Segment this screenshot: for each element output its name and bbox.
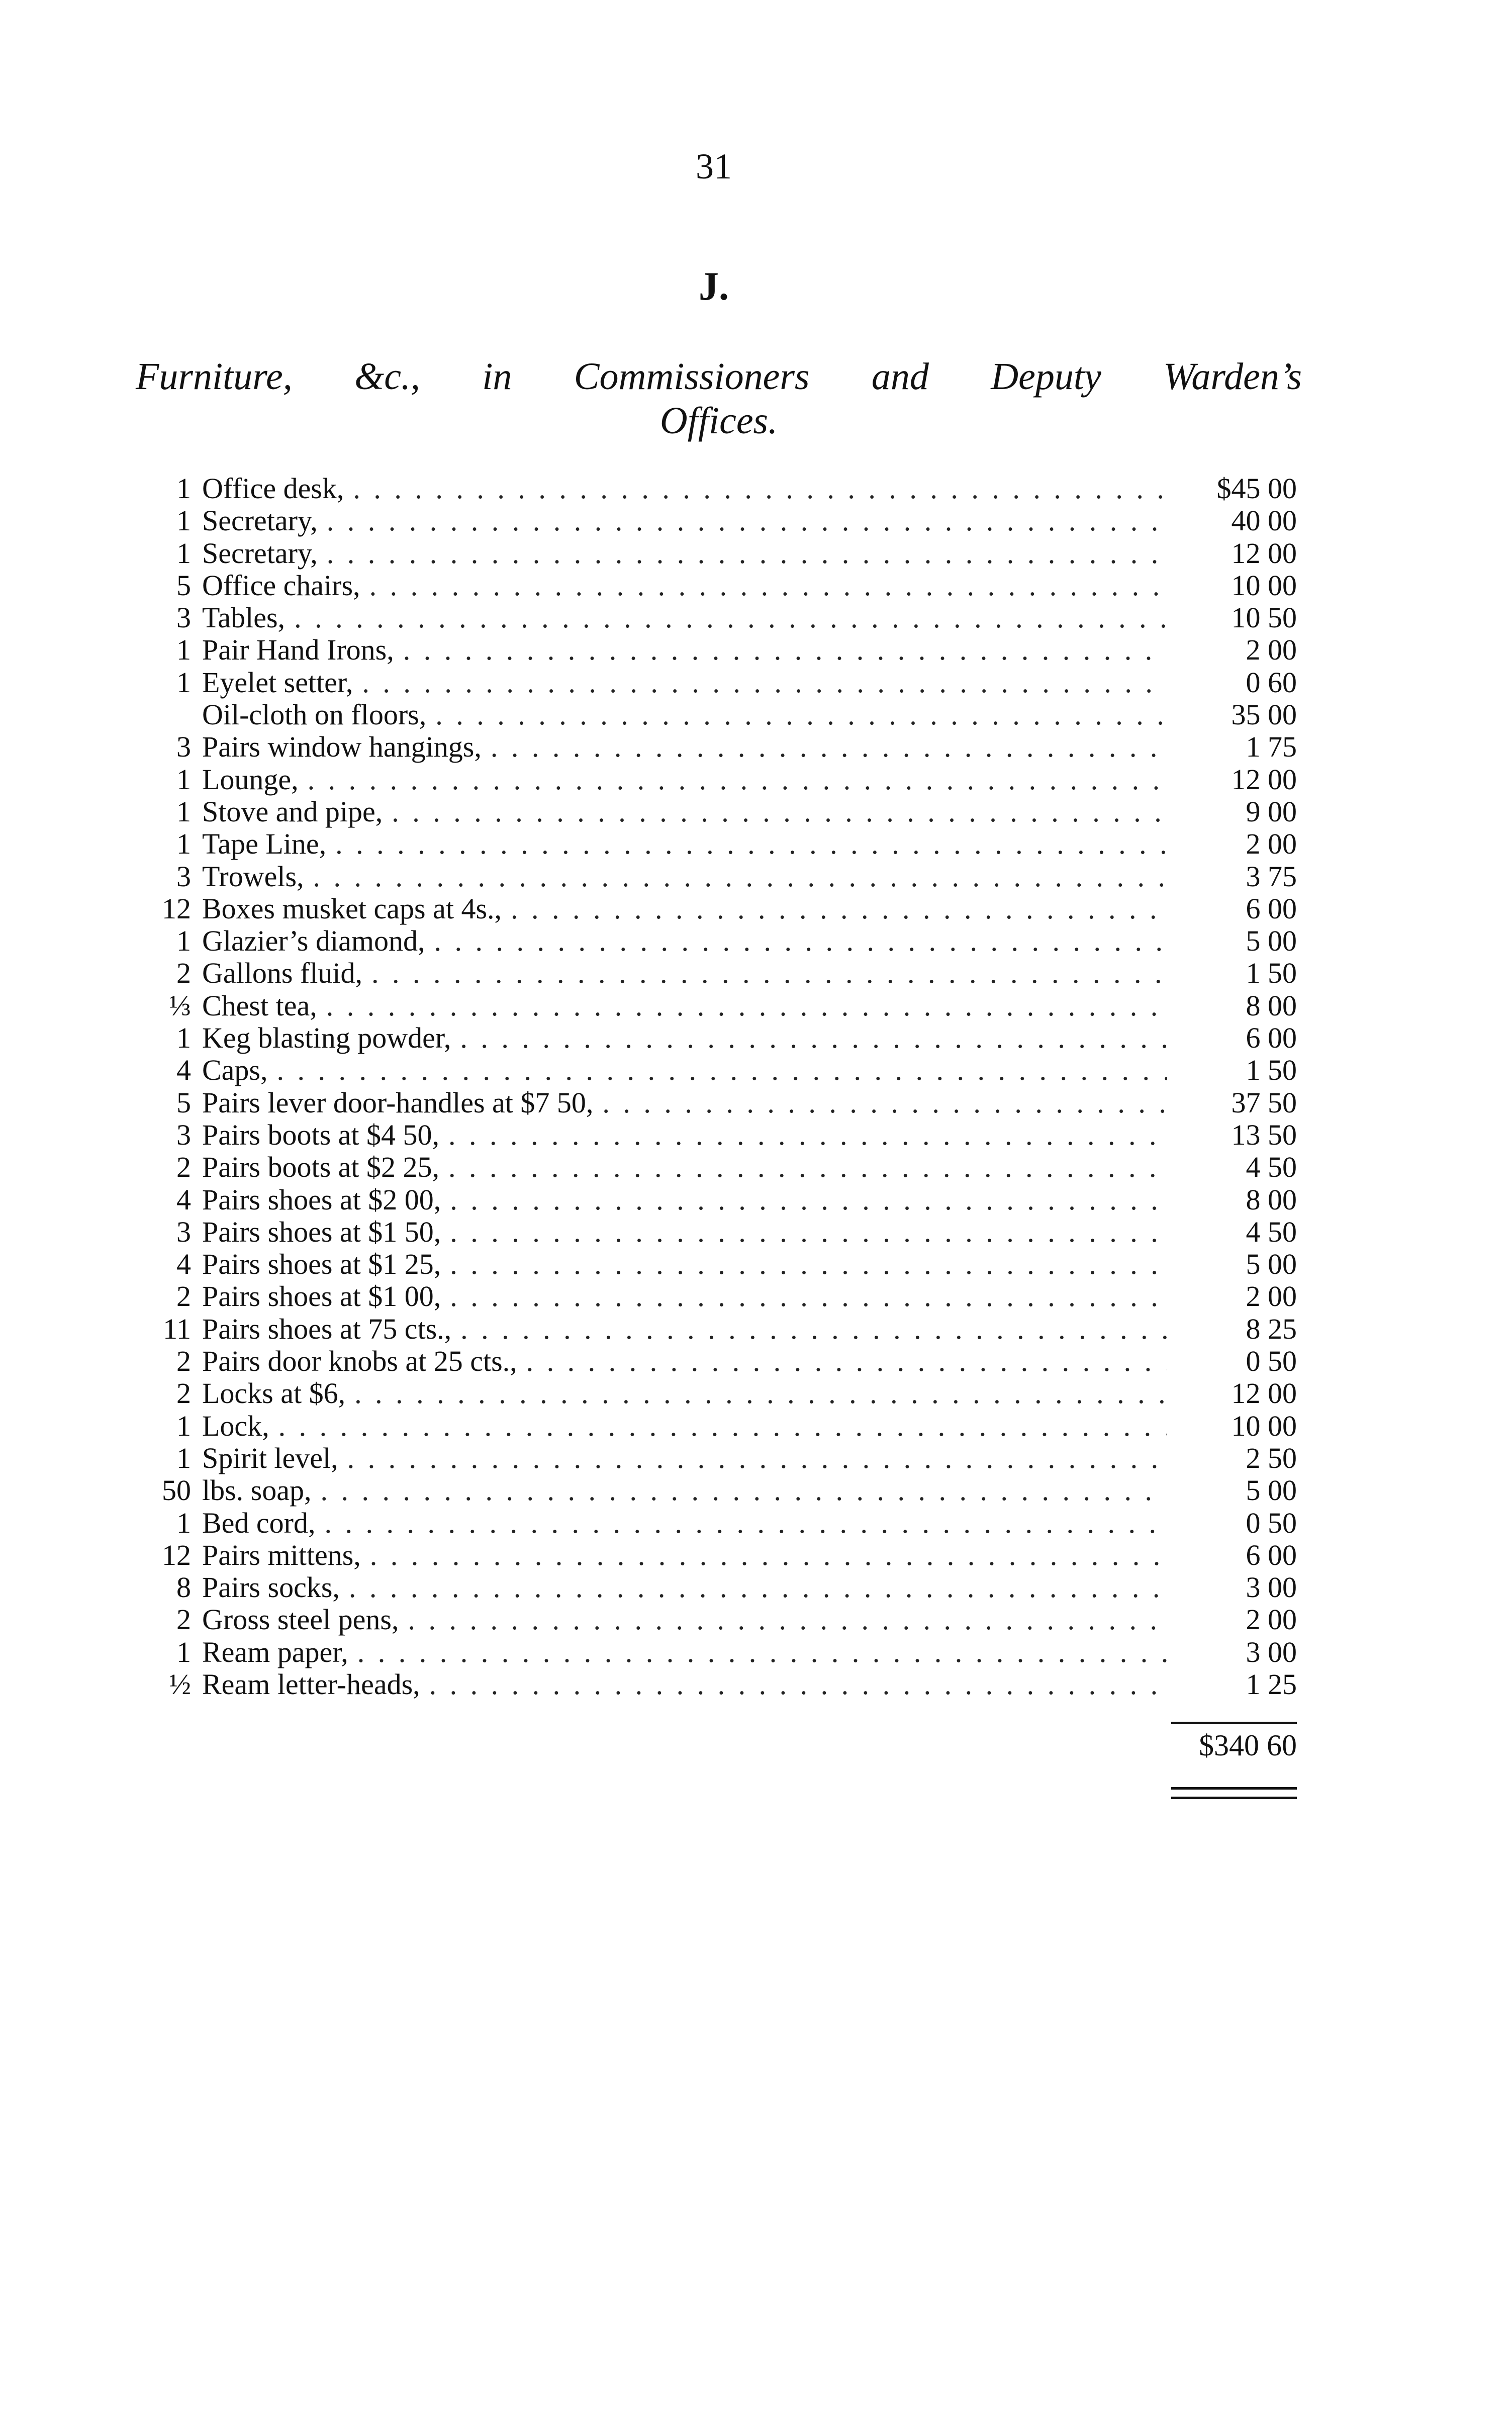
item-amount: 6 00 bbox=[1246, 892, 1297, 925]
list-item bbox=[146, 1248, 1297, 1280]
section-heading: J. bbox=[699, 264, 729, 309]
list-item bbox=[146, 1022, 1297, 1054]
leader-dots bbox=[325, 1507, 1168, 1539]
list-item bbox=[146, 1507, 1297, 1539]
item-quantity: 3 bbox=[176, 860, 191, 893]
item-amount: 37 50 bbox=[1231, 1086, 1297, 1119]
item-description: Pairs shoes at 75 cts., bbox=[202, 1312, 452, 1345]
item-quantity: 1 bbox=[176, 504, 191, 537]
item-amount: 12 00 bbox=[1231, 763, 1297, 796]
list-item bbox=[146, 1410, 1297, 1442]
title-word: Furniture, bbox=[136, 355, 293, 398]
item-description: Caps, bbox=[202, 1054, 268, 1087]
list-item bbox=[146, 1539, 1297, 1571]
item-description: Gallons fluid, bbox=[202, 957, 362, 990]
item-amount: 4 50 bbox=[1246, 1215, 1297, 1248]
leader-dots bbox=[526, 1345, 1167, 1377]
leader-dots bbox=[354, 1377, 1167, 1410]
item-description: Chest tea, bbox=[202, 989, 317, 1022]
leader-dots bbox=[327, 505, 1167, 537]
item-description: Pair Hand Irons, bbox=[202, 633, 394, 667]
item-quantity: 2 bbox=[176, 957, 191, 990]
item-description: Boxes musket caps at 4s., bbox=[202, 892, 502, 925]
item-amount: 3 75 bbox=[1246, 860, 1297, 893]
item-description: Tables, bbox=[202, 601, 286, 634]
item-amount: 2 00 bbox=[1246, 1603, 1297, 1636]
item-description: Pairs socks, bbox=[202, 1571, 340, 1604]
item-amount: 8 25 bbox=[1246, 1312, 1297, 1345]
list-item bbox=[146, 699, 1297, 731]
leader-dots bbox=[408, 1604, 1167, 1636]
list-item bbox=[146, 1054, 1297, 1086]
list-item bbox=[146, 1377, 1297, 1410]
leader-dots bbox=[335, 828, 1167, 860]
item-quantity: 4 bbox=[176, 1248, 191, 1281]
item-amount: 0 50 bbox=[1246, 1345, 1297, 1378]
leader-dots bbox=[362, 667, 1167, 699]
leader-dots bbox=[429, 1668, 1167, 1701]
list-item bbox=[146, 828, 1297, 860]
item-amount: 9 00 bbox=[1246, 795, 1297, 828]
item-description: Trowels, bbox=[202, 860, 304, 893]
item-amount: 3 00 bbox=[1246, 1635, 1297, 1668]
item-amount: 13 50 bbox=[1231, 1118, 1297, 1151]
list-item bbox=[146, 957, 1297, 989]
item-quantity: 12 bbox=[162, 1538, 191, 1571]
item-quantity: 4 bbox=[176, 1054, 191, 1087]
item-description: Ream paper, bbox=[202, 1635, 348, 1668]
title-word: and bbox=[871, 355, 929, 398]
leader-dots bbox=[308, 764, 1167, 796]
item-quantity: 11 bbox=[163, 1312, 191, 1345]
list-item bbox=[146, 505, 1297, 537]
leader-dots bbox=[294, 602, 1167, 634]
item-quantity: 1 bbox=[176, 666, 191, 699]
item-description: Bed cord, bbox=[202, 1506, 316, 1539]
list-item bbox=[146, 1119, 1297, 1151]
item-amount: 10 50 bbox=[1231, 601, 1297, 634]
item-quantity: 1 bbox=[176, 1506, 191, 1539]
item-description: Pairs door knobs at 25 cts., bbox=[202, 1345, 517, 1378]
item-amount: 10 00 bbox=[1231, 569, 1297, 602]
item-description: Office chairs, bbox=[202, 569, 360, 602]
leader-dots bbox=[450, 1280, 1167, 1313]
list-item bbox=[146, 925, 1297, 957]
list-item bbox=[146, 602, 1297, 634]
item-amount: 3 00 bbox=[1246, 1571, 1297, 1604]
item-quantity: 2 bbox=[176, 1151, 191, 1184]
item-description: Pairs window hangings, bbox=[202, 730, 482, 764]
list-item bbox=[146, 1280, 1297, 1313]
item-amount: 1 50 bbox=[1246, 1054, 1297, 1087]
item-description: Pairs boots at $2 25, bbox=[202, 1151, 440, 1184]
item-amount: 40 00 bbox=[1231, 504, 1297, 537]
item-description: Office desk, bbox=[202, 472, 344, 505]
item-description: Eyelet setter, bbox=[202, 666, 353, 699]
item-quantity: 8 bbox=[176, 1571, 191, 1604]
item-description: Ream letter-heads, bbox=[202, 1667, 420, 1701]
leader-dots bbox=[313, 861, 1167, 893]
item-amount: 2 00 bbox=[1246, 633, 1297, 667]
leader-dots bbox=[450, 1216, 1167, 1248]
total-double-rule bbox=[1171, 1787, 1297, 1799]
item-quantity: 2 bbox=[176, 1280, 191, 1313]
title-line-1 bbox=[136, 354, 1302, 399]
leader-dots bbox=[357, 1636, 1167, 1668]
list-item bbox=[146, 1151, 1297, 1183]
leader-dots bbox=[353, 473, 1167, 505]
item-amount: $45 00 bbox=[1216, 472, 1297, 505]
item-description: Keg blasting powder, bbox=[202, 1021, 451, 1055]
leader-dots bbox=[370, 1539, 1167, 1571]
item-quantity: 3 bbox=[176, 730, 191, 764]
item-amount: 2 00 bbox=[1246, 827, 1297, 861]
leader-dots bbox=[448, 1151, 1167, 1183]
list-item bbox=[146, 1636, 1297, 1668]
leader-dots bbox=[347, 1442, 1167, 1474]
item-quantity: 12 bbox=[162, 892, 191, 925]
item-quantity: 1 bbox=[176, 1021, 191, 1055]
item-amount: 6 00 bbox=[1246, 1021, 1297, 1055]
leader-dots bbox=[434, 925, 1167, 957]
leader-dots bbox=[491, 731, 1167, 763]
item-amount: 5 00 bbox=[1246, 1248, 1297, 1281]
list-item bbox=[146, 893, 1297, 925]
item-amount: 5 00 bbox=[1246, 924, 1297, 958]
list-item bbox=[146, 1184, 1297, 1216]
list-item bbox=[146, 990, 1297, 1022]
item-amount: 1 75 bbox=[1246, 730, 1297, 764]
list-item bbox=[146, 473, 1297, 505]
item-description: Tape Line, bbox=[202, 827, 327, 861]
list-item bbox=[146, 1474, 1297, 1507]
leader-dots bbox=[278, 1410, 1167, 1442]
list-item bbox=[146, 1604, 1297, 1636]
list-item bbox=[146, 634, 1297, 666]
list-item bbox=[146, 1087, 1297, 1119]
title-word: in bbox=[482, 355, 512, 398]
item-quantity: 1 bbox=[176, 763, 191, 796]
list-item bbox=[146, 764, 1297, 796]
leader-dots bbox=[369, 570, 1167, 602]
item-description: Pairs lever door-handles at $7 50, bbox=[202, 1086, 594, 1119]
item-quantity: 1 bbox=[176, 1441, 191, 1474]
list-item bbox=[146, 570, 1297, 602]
list-item bbox=[146, 861, 1297, 893]
item-amount: 8 00 bbox=[1246, 989, 1297, 1022]
item-description: Stove and pipe, bbox=[202, 795, 383, 828]
item-description: Pairs shoes at $1 50, bbox=[202, 1215, 441, 1248]
item-amount: 4 50 bbox=[1246, 1151, 1297, 1184]
item-description: Lock, bbox=[202, 1409, 269, 1442]
total-amount: $340 60 bbox=[1199, 1729, 1297, 1762]
list-item bbox=[146, 731, 1297, 763]
item-quantity: 5 bbox=[176, 1086, 191, 1119]
item-amount: 5 00 bbox=[1246, 1474, 1297, 1507]
leader-dots bbox=[327, 537, 1167, 570]
item-quantity: ½ bbox=[169, 1667, 191, 1701]
item-quantity: ⅓ bbox=[169, 989, 191, 1022]
item-description: Spirit level, bbox=[202, 1441, 338, 1474]
leader-dots bbox=[277, 1054, 1168, 1086]
title-word: Warden’s bbox=[1163, 355, 1302, 398]
leader-dots bbox=[326, 990, 1167, 1022]
leader-dots bbox=[349, 1571, 1167, 1604]
leader-dots bbox=[460, 1313, 1167, 1345]
item-quantity: 1 bbox=[176, 536, 191, 570]
item-quantity: 1 bbox=[176, 633, 191, 667]
list-item bbox=[146, 1313, 1297, 1345]
item-amount: 1 25 bbox=[1246, 1667, 1297, 1701]
item-amount: 2 00 bbox=[1246, 1280, 1297, 1313]
item-quantity: 3 bbox=[176, 1215, 191, 1248]
item-quantity: 2 bbox=[176, 1603, 191, 1636]
item-amount: 10 00 bbox=[1231, 1409, 1297, 1442]
leader-dots bbox=[450, 1184, 1167, 1216]
inventory-list bbox=[146, 473, 1297, 1701]
list-item bbox=[146, 1571, 1297, 1604]
item-quantity: 4 bbox=[176, 1183, 191, 1216]
item-quantity: 3 bbox=[176, 601, 191, 634]
item-amount: 0 50 bbox=[1246, 1506, 1297, 1539]
item-quantity: 2 bbox=[176, 1345, 191, 1378]
item-quantity: 1 bbox=[176, 827, 191, 861]
item-description: Glazier’s diamond, bbox=[202, 924, 425, 958]
page-number: 31 bbox=[696, 146, 732, 186]
list-item bbox=[146, 1668, 1297, 1701]
item-quantity: 1 bbox=[176, 1635, 191, 1668]
list-item bbox=[146, 1442, 1297, 1474]
leader-dots bbox=[460, 1022, 1167, 1054]
list-item bbox=[146, 1216, 1297, 1248]
item-amount: 35 00 bbox=[1231, 698, 1297, 731]
item-quantity: 50 bbox=[162, 1474, 191, 1507]
leader-dots bbox=[511, 893, 1167, 925]
item-description: Pairs mittens, bbox=[202, 1538, 361, 1571]
item-quantity: 1 bbox=[176, 795, 191, 828]
item-description: Pairs shoes at $1 25, bbox=[202, 1248, 441, 1281]
item-amount: 8 00 bbox=[1246, 1183, 1297, 1216]
title-word: &c., bbox=[354, 355, 420, 398]
item-amount: 0 60 bbox=[1246, 666, 1297, 699]
item-description: Oil-cloth on floors, bbox=[202, 698, 427, 731]
item-description: Gross steel pens, bbox=[202, 1603, 399, 1636]
item-description: Lounge, bbox=[202, 763, 299, 796]
item-quantity: 5 bbox=[176, 569, 191, 602]
item-quantity: 1 bbox=[176, 472, 191, 505]
list-item bbox=[146, 796, 1297, 828]
leader-dots bbox=[392, 796, 1167, 828]
item-description: Pairs shoes at $2 00, bbox=[202, 1183, 441, 1216]
item-description: Secretary, bbox=[202, 536, 318, 570]
title-word: Commissioners bbox=[574, 355, 810, 398]
item-description: Pairs boots at $4 50, bbox=[202, 1118, 440, 1151]
item-amount: 6 00 bbox=[1246, 1538, 1297, 1571]
item-amount: 12 00 bbox=[1231, 536, 1297, 570]
leader-dots bbox=[321, 1474, 1168, 1507]
leader-dots bbox=[435, 699, 1167, 731]
item-description: Locks at $6, bbox=[202, 1377, 346, 1410]
document-title bbox=[136, 354, 1302, 443]
list-item bbox=[146, 667, 1297, 699]
leader-dots bbox=[371, 957, 1167, 989]
item-quantity: 3 bbox=[176, 1118, 191, 1151]
list-item bbox=[146, 1345, 1297, 1377]
item-description: lbs. soap, bbox=[202, 1474, 312, 1507]
item-description: Secretary, bbox=[202, 504, 318, 537]
leader-dots bbox=[602, 1087, 1167, 1119]
item-quantity: 2 bbox=[176, 1377, 191, 1410]
list-item bbox=[146, 537, 1297, 570]
leader-dots bbox=[448, 1119, 1167, 1151]
total-rule bbox=[1171, 1722, 1297, 1724]
item-amount: 12 00 bbox=[1231, 1377, 1297, 1410]
item-description: Pairs shoes at $1 00, bbox=[202, 1280, 441, 1313]
leader-dots bbox=[450, 1248, 1167, 1280]
title-line-2: Offices. bbox=[659, 400, 778, 442]
leader-dots bbox=[403, 634, 1167, 666]
title-word: Deputy bbox=[991, 355, 1101, 398]
item-quantity: 1 bbox=[176, 924, 191, 958]
item-quantity: 1 bbox=[176, 1409, 191, 1442]
item-amount: 1 50 bbox=[1246, 957, 1297, 990]
item-amount: 2 50 bbox=[1246, 1441, 1297, 1474]
